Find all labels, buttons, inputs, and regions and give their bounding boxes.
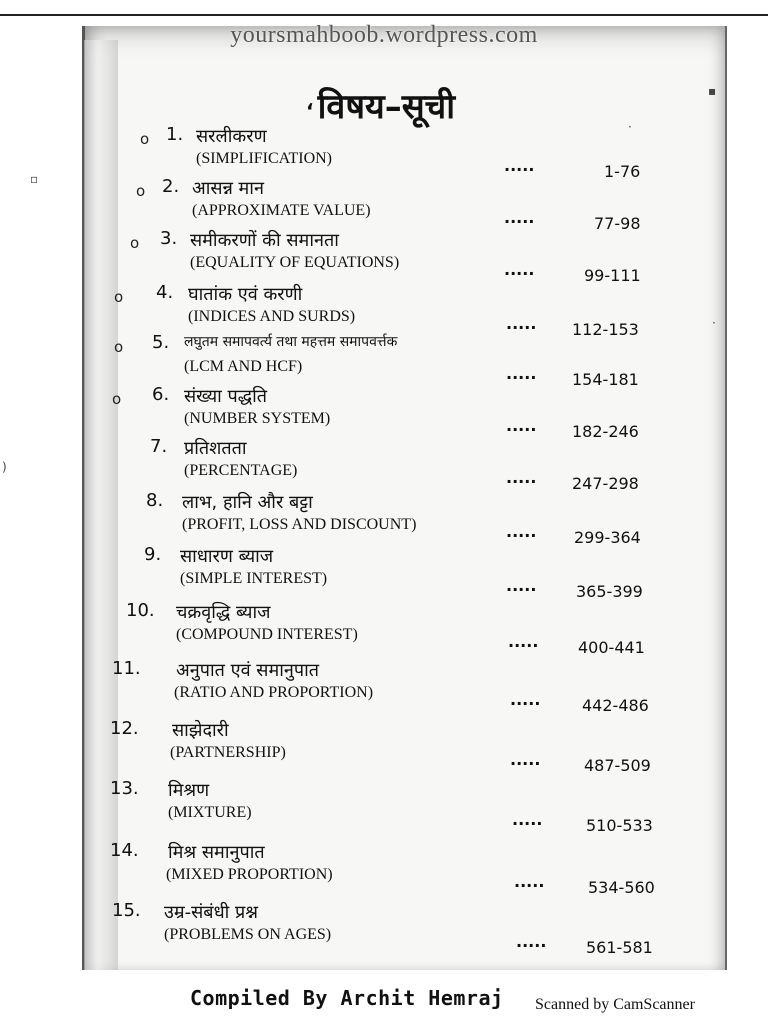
top-rule	[0, 14, 768, 16]
entry-number: 1.	[166, 124, 184, 145]
entry-page-range: 487-509	[584, 756, 651, 775]
entry-title-hindi: लाभ, हानि और बट्टा	[182, 492, 313, 513]
entry-leader-dots: .....	[506, 364, 537, 383]
entry-number: 13.	[110, 778, 139, 799]
entry-leader-dots: .....	[508, 632, 539, 651]
margin-tick-mark: o	[130, 234, 140, 252]
entry-title-hindi: मिश्र समानुपात	[168, 842, 265, 863]
entry-page-range: 112-153	[572, 320, 639, 339]
scan-speck: )	[2, 460, 7, 474]
entry-title-english: (SIMPLIFICATION)	[196, 150, 332, 167]
entry-title-english: (PERCENTAGE)	[184, 462, 298, 479]
margin-tick-mark: o	[140, 130, 150, 148]
entry-title-english: (NUMBER SYSTEM)	[184, 410, 331, 427]
margin-tick-mark: o	[114, 338, 124, 356]
entry-page-range: 182-246	[572, 422, 639, 441]
entry-title-hindi: प्रतिशतता	[184, 438, 247, 459]
entry-page-range: 442-486	[582, 696, 649, 715]
entry-title-hindi: मिश्रण	[168, 780, 210, 801]
entry-title-hindi: सरलीकरण	[196, 126, 267, 147]
entry-title-english: (LCM AND HCF)	[184, 358, 303, 375]
footer-credit: Compiled By Archit Hemraj	[190, 986, 504, 1010]
entry-number: 5.	[152, 332, 170, 353]
title-text: विषय–सूची	[317, 87, 456, 127]
entry-page-range: 299-364	[574, 528, 641, 547]
entry-title-english: (APPROXIMATE VALUE)	[192, 202, 371, 219]
entry-page-range: 247-298	[572, 474, 639, 493]
entry-leader-dots: .....	[506, 576, 537, 595]
entry-number: 8.	[146, 490, 164, 511]
entry-title-hindi: अनुपात एवं समानुपात	[176, 660, 320, 681]
entry-number: 15.	[112, 900, 141, 921]
scanner-watermark: Scanned by CamScanner	[535, 996, 695, 1013]
entry-title-hindi: समीकरणों की समानता	[190, 230, 339, 251]
entry-title-hindi: साधारण ब्याज	[180, 546, 274, 567]
entry-leader-dots: .....	[510, 750, 541, 769]
entry-leader-dots: .....	[504, 208, 535, 227]
entry-leader-dots: .....	[506, 522, 537, 541]
entry-title-hindi: उम्र-संबंधी प्रश्न	[164, 902, 258, 923]
entry-page-range: 154-181	[572, 370, 639, 389]
entry-title-hindi: घातांक एवं करणी	[188, 284, 303, 305]
entry-title-english: (COMPOUND INTEREST)	[176, 626, 358, 643]
entry-number: 10.	[126, 600, 155, 621]
entry-title-english: (MIXTURE)	[168, 804, 252, 821]
caret-mark-icon: ʻ	[306, 99, 314, 123]
entry-page-range: 99-111	[584, 266, 641, 285]
entry-number: 7.	[150, 436, 168, 457]
margin-tick-mark: o	[136, 182, 146, 200]
entry-number: 14.	[110, 840, 139, 861]
entry-title-english: (SIMPLE INTEREST)	[180, 570, 328, 587]
entry-title-hindi: आसन्न मान	[192, 178, 264, 199]
entry-title-hindi: साझेदारी	[172, 720, 229, 741]
entry-page-range: 561-581	[586, 938, 653, 957]
margin-tick-mark: o	[112, 390, 122, 408]
entry-title-english: (INDICES AND SURDS)	[188, 308, 356, 325]
entry-number: 11.	[112, 658, 141, 679]
scan-speck: ·	[628, 120, 632, 134]
scan-speck: ·	[712, 316, 716, 330]
entry-title-english: (PROBLEMS ON AGES)	[164, 926, 332, 943]
entry-leader-dots: .....	[504, 260, 535, 279]
entry-number: 4.	[156, 282, 174, 303]
entry-title-english: (RATIO AND PROPORTION)	[174, 684, 374, 701]
scan-speck: ▪	[708, 84, 717, 98]
entry-number: 6.	[152, 384, 170, 405]
entry-page-range: 1-76	[604, 162, 641, 181]
entry-title-english: (PARTNERSHIP)	[170, 744, 286, 761]
entry-number: 3.	[160, 228, 178, 249]
entry-leader-dots: .....	[510, 690, 541, 709]
entry-title-hindi: लघुतम समापवर्त्य तथा महत्तम समापवर्त्तक	[184, 334, 398, 350]
entry-page-range: 365-399	[576, 582, 643, 601]
margin-tick-mark: o	[114, 288, 124, 306]
entry-number: 9.	[144, 544, 162, 565]
entry-leader-dots: .....	[506, 314, 537, 333]
entry-page-range: 77-98	[594, 214, 641, 233]
entry-number: 12.	[110, 718, 139, 739]
entry-title-english: (MIXED PROPORTION)	[166, 866, 333, 883]
entry-title-english: (EQUALITY OF EQUATIONS)	[190, 254, 400, 271]
entry-title-hindi: संख्या पद्धति	[184, 386, 268, 407]
entry-page-range: 400-441	[578, 638, 645, 657]
page-title	[306, 82, 455, 128]
entry-page-range: 510-533	[586, 816, 653, 835]
entry-leader-dots: .....	[504, 156, 535, 175]
entry-leader-dots: .....	[506, 468, 537, 487]
entry-leader-dots: .....	[516, 932, 547, 951]
entry-title-hindi: चक्रवृद्धि ब्याज	[176, 602, 271, 623]
entry-leader-dots: .....	[514, 872, 545, 891]
entry-leader-dots: .....	[506, 416, 537, 435]
watermark: yoursmahboob.wordpress.com	[230, 22, 538, 48]
entry-title-english: (PROFIT, LOSS AND DISCOUNT)	[182, 516, 417, 533]
entry-leader-dots: .....	[512, 810, 543, 829]
entry-number: 2.	[162, 176, 180, 197]
scan-speck: ▫	[30, 172, 39, 186]
book-spine-shadow	[84, 40, 118, 970]
entry-page-range: 534-560	[588, 878, 655, 897]
